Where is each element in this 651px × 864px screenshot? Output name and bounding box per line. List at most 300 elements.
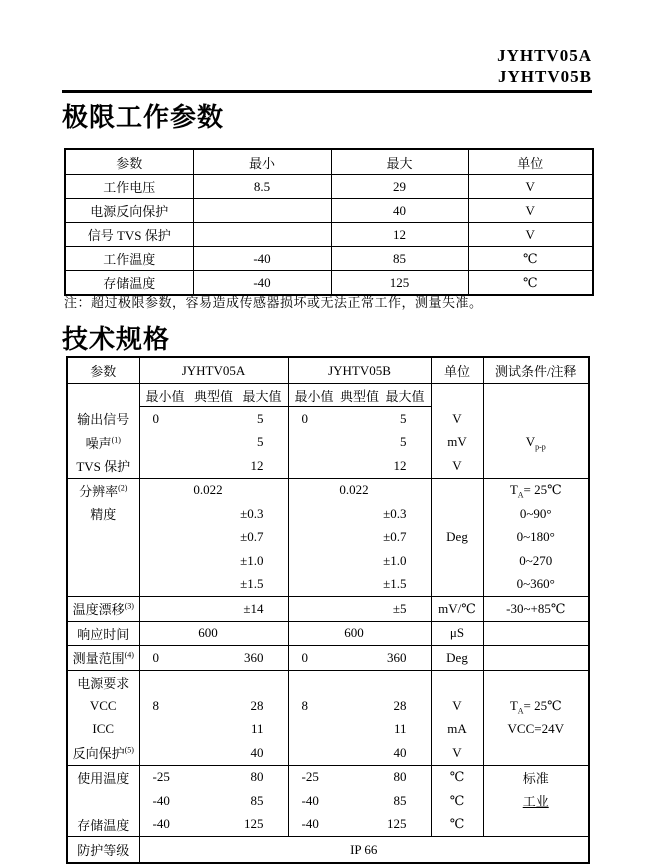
param-label: 测量范围 xyxy=(72,651,125,667)
min-typ-max-values xyxy=(289,769,431,785)
min-typ-max-values xyxy=(289,793,431,809)
spec-row xyxy=(67,718,589,742)
cell-unit xyxy=(431,502,483,526)
min-typ-max-values xyxy=(140,698,288,714)
limits-row xyxy=(65,175,593,199)
max-value: ±1.5 xyxy=(240,576,264,592)
protection-row xyxy=(67,837,589,864)
spec-row xyxy=(67,407,589,431)
limits-table xyxy=(64,148,594,296)
cell-b-values xyxy=(288,502,431,526)
max-value: 11 xyxy=(250,721,264,737)
typ-value xyxy=(190,793,227,809)
spec-row xyxy=(67,431,589,455)
max-value: 40 xyxy=(393,744,407,760)
cell-param xyxy=(67,646,139,671)
max-value: 11 xyxy=(393,721,407,737)
param-label: 电源要求 xyxy=(77,675,130,691)
cell-a-values xyxy=(139,549,288,573)
col-header-param: 参数 xyxy=(65,149,193,175)
cell-b-values xyxy=(288,789,431,813)
typ-value xyxy=(337,721,372,737)
max-value: ±0.7 xyxy=(240,529,264,545)
min-value xyxy=(140,576,190,592)
cell-param-empty xyxy=(67,384,139,407)
limits-footnote: 注：超过极限参数，容易造成传感器损坏或无法正常工作，测量失准。 xyxy=(64,295,483,310)
cell-note xyxy=(483,765,589,789)
max-value xyxy=(227,625,288,641)
typ-value xyxy=(190,411,227,427)
min-value: -40 xyxy=(301,816,319,832)
footnote-ref: (2) xyxy=(118,483,128,493)
max-value xyxy=(372,482,431,498)
cell-min: 8.5 xyxy=(193,175,331,199)
cell-min xyxy=(193,223,331,247)
min-typ-max-values xyxy=(289,816,431,832)
model-numbers xyxy=(497,45,592,87)
cell-unit: V xyxy=(468,223,593,247)
min-typ-max-values xyxy=(140,601,288,617)
min-typ-max-values xyxy=(289,434,431,450)
subcol-typ: 典型值 xyxy=(193,388,233,404)
cell-a-values xyxy=(139,694,288,718)
min-value xyxy=(140,506,190,522)
cell-b-values xyxy=(288,549,431,573)
spec-row xyxy=(67,670,589,694)
typ-value xyxy=(190,698,227,714)
cell-b-values xyxy=(288,407,431,431)
min-value: 0 xyxy=(301,410,308,426)
cell-param: 存储温度 xyxy=(65,271,193,296)
param-label: 精度 xyxy=(90,507,117,523)
typ-value xyxy=(337,601,372,617)
max-value: 80 xyxy=(393,769,407,785)
param-label: 噪声 xyxy=(85,435,112,451)
cell-unit: Deg xyxy=(431,646,483,671)
min-typ-max-values xyxy=(289,458,431,474)
min-value xyxy=(289,506,337,522)
model-a-label: JYHTV05A xyxy=(497,46,592,65)
limits-header-row xyxy=(65,149,593,175)
cell-b-values xyxy=(288,813,431,837)
cell-param: 防护等级 xyxy=(67,837,139,864)
typ-value xyxy=(190,721,227,737)
spec-row xyxy=(67,694,589,718)
param-label: 使用温度 xyxy=(77,770,130,786)
note-text: 0~270 xyxy=(519,552,553,568)
cell-a-values xyxy=(139,646,288,671)
cell-param: 工作电压 xyxy=(65,175,193,199)
max-value: 125 xyxy=(387,816,407,832)
spec-row xyxy=(67,573,589,597)
cell-a-values xyxy=(139,813,288,837)
max-value: ±1.0 xyxy=(383,552,407,568)
min-typ-max-values xyxy=(289,529,431,545)
cell-param xyxy=(67,670,139,694)
limits-row xyxy=(65,199,593,223)
min-value xyxy=(140,434,190,450)
cell-param xyxy=(67,549,139,573)
param-label: ICC xyxy=(92,721,115,737)
typ-value xyxy=(337,576,372,592)
cell-note xyxy=(483,718,589,742)
cell-b-values xyxy=(288,597,431,622)
footnote-ref: (3) xyxy=(124,601,134,611)
note-text: 0~180° xyxy=(516,529,555,545)
cell-note xyxy=(483,573,589,597)
typ-value xyxy=(190,458,227,474)
cell-unit xyxy=(431,549,483,573)
max-value: 360 xyxy=(387,649,407,665)
typ-value xyxy=(190,529,227,545)
cell-note xyxy=(483,431,589,455)
typ-value xyxy=(337,698,372,714)
max-value: 28 xyxy=(393,697,407,713)
note-sub: A xyxy=(517,490,524,500)
spec-header-row xyxy=(67,357,589,384)
cell-param xyxy=(67,718,139,742)
cell-unit: V xyxy=(431,741,483,765)
param-label: VCC xyxy=(89,697,117,713)
min-typ-max-values xyxy=(289,721,431,737)
cell-param xyxy=(67,478,139,502)
cell-param xyxy=(67,407,139,431)
typ-value xyxy=(190,816,227,832)
col-header-min: 最小 xyxy=(193,149,331,175)
cell-note xyxy=(483,694,589,718)
cell-param: 信号 TVS 保护 xyxy=(65,223,193,247)
header-divider xyxy=(62,90,592,93)
cell-unit xyxy=(431,573,483,597)
model-b-label: JYHTV05B xyxy=(498,67,592,86)
min-typ-max-values xyxy=(289,482,431,498)
cell-min xyxy=(193,199,331,223)
min-value xyxy=(140,553,190,569)
cell-param xyxy=(67,789,139,813)
min-value xyxy=(289,576,337,592)
cell-a-values xyxy=(139,431,288,455)
min-value xyxy=(140,482,190,498)
min-value: -25 xyxy=(152,769,170,785)
min-typ-max-values xyxy=(289,625,431,641)
min-typ-max-values xyxy=(289,698,431,714)
cell-note xyxy=(483,526,589,550)
note-pre: V xyxy=(525,434,536,450)
min-value xyxy=(289,553,337,569)
min-typ-max-values xyxy=(289,745,431,761)
col-header-unit: 单位 xyxy=(431,357,483,384)
cell-max: 40 xyxy=(331,199,468,223)
min-typ-max-values xyxy=(289,506,431,522)
note-pre: T xyxy=(509,697,518,713)
cell-a-values xyxy=(139,526,288,550)
cell-b-values xyxy=(288,573,431,597)
spec-row xyxy=(67,597,589,622)
param-label: TVS 保护 xyxy=(76,459,131,475)
spec-row xyxy=(67,789,589,813)
max-value: 5 xyxy=(257,410,264,426)
cell-max: 12 xyxy=(331,223,468,247)
min-value: -25 xyxy=(301,769,319,785)
cell-a-values xyxy=(139,741,288,765)
min-value: 8 xyxy=(301,697,308,713)
cell-a-values xyxy=(139,454,288,478)
typ-value xyxy=(337,411,372,427)
min-value xyxy=(140,721,190,737)
max-value: 125 xyxy=(244,816,264,832)
note-text: -30~+85℃ xyxy=(506,600,566,616)
cell-unit: ℃ xyxy=(468,247,593,271)
min-value xyxy=(289,482,337,498)
typ-value xyxy=(337,506,372,522)
max-value: ±1.0 xyxy=(240,552,264,568)
spec-row xyxy=(67,621,589,646)
subcol-max: 最大值 xyxy=(385,388,425,404)
cell-unit: ℃ xyxy=(468,271,593,296)
param-label: 分辨率 xyxy=(79,483,119,499)
cell-note xyxy=(483,478,589,502)
spec-row xyxy=(67,741,589,765)
min-value: -40 xyxy=(152,816,170,832)
max-value: ±0.3 xyxy=(383,505,407,521)
min-typ-max-values xyxy=(140,793,288,809)
min-value xyxy=(140,601,190,617)
cell-a-values xyxy=(139,407,288,431)
cell-b-values xyxy=(288,431,431,455)
min-value xyxy=(140,458,190,474)
typ-value xyxy=(337,793,372,809)
min-typ-max-values xyxy=(140,506,288,522)
cell-note xyxy=(483,789,589,813)
spec-row xyxy=(67,646,589,671)
min-typ-max-values xyxy=(140,482,288,498)
cell-unit: Deg xyxy=(431,526,483,550)
cell-note xyxy=(483,670,589,694)
cell-a-values xyxy=(139,789,288,813)
typ-value xyxy=(337,434,372,450)
param-label: 响应时间 xyxy=(77,626,130,642)
min-value xyxy=(289,745,337,761)
typ-value xyxy=(337,745,372,761)
footnote-ref: (5) xyxy=(124,745,134,755)
cell-param xyxy=(67,765,139,789)
cell-max: 125 xyxy=(331,271,468,296)
cell-b-values xyxy=(288,454,431,478)
spec-subheader-row xyxy=(67,384,589,407)
min-value xyxy=(289,625,337,641)
spec-row xyxy=(67,526,589,550)
typ-value xyxy=(337,816,372,832)
min-value: -40 xyxy=(152,792,170,808)
footnote-ref: (4) xyxy=(124,650,134,660)
note-text: 工业 xyxy=(522,794,549,810)
max-value: 5 xyxy=(400,410,407,426)
section-title-specs: 技术规格 xyxy=(62,325,171,354)
subcol-min: 最小值 xyxy=(294,388,334,404)
note-post: = 25℃ xyxy=(523,482,562,498)
typ-value xyxy=(337,529,372,545)
min-typ-max-values xyxy=(140,721,288,737)
max-value xyxy=(372,625,431,641)
param-label: 温度漂移 xyxy=(72,602,125,618)
col-header-max: 最大 xyxy=(331,149,468,175)
cell-unit: ℃ xyxy=(431,813,483,837)
min-typ-max-values xyxy=(140,434,288,450)
cell-unit: μS xyxy=(431,621,483,646)
cell-unit: mV/℃ xyxy=(431,597,483,622)
min-typ-max-values xyxy=(140,745,288,761)
cell-note xyxy=(483,813,589,837)
min-typ-max-values xyxy=(140,650,288,666)
col-header-model-a: JYHTV05A xyxy=(139,357,288,384)
cell-b-values xyxy=(288,765,431,789)
min-typ-max-values xyxy=(289,411,431,427)
max-value: 12 xyxy=(393,457,407,473)
max-value: 85 xyxy=(250,792,264,808)
col-header-unit: 单位 xyxy=(468,149,593,175)
min-value xyxy=(289,458,337,474)
cell-unit: V xyxy=(468,199,593,223)
min-value xyxy=(289,721,337,737)
typ-value: 0.022 xyxy=(339,482,369,498)
param-label: 输出信号 xyxy=(77,412,130,427)
min-typ-max-values xyxy=(140,769,288,785)
cell-a-values xyxy=(139,597,288,622)
typ-value xyxy=(190,506,227,522)
cell-param xyxy=(67,526,139,550)
cell-unit xyxy=(431,478,483,502)
cell-b-values xyxy=(288,718,431,742)
note-sub: A xyxy=(517,706,524,716)
section-title-limits: 极限工作参数 xyxy=(62,103,225,132)
note-post: = 25℃ xyxy=(523,697,562,713)
min-value xyxy=(289,601,337,617)
cell-b-values xyxy=(288,478,431,502)
min-value: 8 xyxy=(152,697,159,713)
typ-value xyxy=(190,601,227,617)
min-typ-max-values xyxy=(140,553,288,569)
spec-row xyxy=(67,549,589,573)
cell-unit: V xyxy=(468,175,593,199)
max-value: 28 xyxy=(250,697,264,713)
cell-unit: V xyxy=(431,694,483,718)
spec-row xyxy=(67,478,589,502)
cell-unit: V xyxy=(431,407,483,431)
min-value xyxy=(140,625,190,641)
typ-value xyxy=(337,458,372,474)
max-value: ±0.7 xyxy=(383,529,407,545)
min-value: 0 xyxy=(152,649,159,665)
limits-row xyxy=(65,247,593,271)
min-value xyxy=(289,529,337,545)
spec-table xyxy=(66,356,590,864)
cell-a-values xyxy=(139,765,288,789)
cell-param: 电源反向保护 xyxy=(65,199,193,223)
min-typ-max-values xyxy=(289,650,431,666)
min-value xyxy=(140,529,190,545)
min-typ-max-values xyxy=(140,529,288,545)
note-sub: p-p xyxy=(535,442,546,452)
max-value: ±5 xyxy=(392,600,407,616)
min-value: -40 xyxy=(301,792,319,808)
cell-note xyxy=(483,549,589,573)
cell-note xyxy=(483,454,589,478)
cell-b-values xyxy=(288,694,431,718)
cell-param xyxy=(67,813,139,837)
cell-note xyxy=(483,407,589,431)
subcol-typ: 典型值 xyxy=(339,388,379,404)
cell-b-values xyxy=(288,621,431,646)
cell-a-values xyxy=(139,478,288,502)
col-header-note: 测试条件/注释 xyxy=(483,357,589,384)
cell-max: 29 xyxy=(331,175,468,199)
cell-a-values xyxy=(139,621,288,646)
col-header-param: 参数 xyxy=(67,357,139,384)
cell-param xyxy=(67,431,139,455)
cell-param xyxy=(67,573,139,597)
cell-subheader-b xyxy=(288,384,431,407)
cell-min: -40 xyxy=(193,271,331,296)
typ-value: 0.022 xyxy=(193,482,223,498)
cell-note xyxy=(483,502,589,526)
max-value: ±1.5 xyxy=(383,576,407,592)
typ-value xyxy=(337,650,372,666)
note-text: VCC=24V xyxy=(507,721,564,737)
subcol-min: 最小值 xyxy=(145,388,185,404)
typ-value xyxy=(190,745,227,761)
max-value: 40 xyxy=(250,744,264,760)
max-value: 12 xyxy=(250,457,264,473)
max-value: 5 xyxy=(257,434,264,450)
spec-row xyxy=(67,454,589,478)
param-label: 反向保护 xyxy=(72,746,125,762)
cell-note xyxy=(483,597,589,622)
typ-value xyxy=(337,553,372,569)
max-value: ±14 xyxy=(243,600,264,616)
spec-row xyxy=(67,765,589,789)
cell-unit: mA xyxy=(431,718,483,742)
min-typ-max-values xyxy=(289,576,431,592)
typ-value xyxy=(337,769,372,785)
cell-note-empty xyxy=(483,384,589,407)
footnote-ref: (1) xyxy=(111,435,121,445)
min-value xyxy=(289,434,337,450)
typ-value xyxy=(190,553,227,569)
cell-unit: ℃ xyxy=(431,789,483,813)
cell-b-values xyxy=(288,526,431,550)
cell-min: -40 xyxy=(193,247,331,271)
subcol-max: 最大值 xyxy=(242,388,282,404)
cell-b-values xyxy=(288,741,431,765)
max-value: ±0.3 xyxy=(240,505,264,521)
min-value: 0 xyxy=(301,649,308,665)
col-header-model-b: JYHTV05B xyxy=(288,357,431,384)
max-value xyxy=(227,482,288,498)
cell-unit: V xyxy=(431,454,483,478)
cell-b-values xyxy=(288,670,431,694)
cell-note xyxy=(483,646,589,671)
min-value: 0 xyxy=(152,410,159,426)
note-text: 0~90° xyxy=(519,505,552,521)
min-typ-max-values xyxy=(140,458,288,474)
cell-unit-empty xyxy=(431,384,483,407)
cell-protection-value: IP 66 xyxy=(139,837,589,864)
min-typ-max-headers xyxy=(289,386,431,405)
cell-unit: mV xyxy=(431,431,483,455)
max-value: 360 xyxy=(244,649,264,665)
cell-a-values xyxy=(139,502,288,526)
typ-value: 600 xyxy=(198,625,218,641)
